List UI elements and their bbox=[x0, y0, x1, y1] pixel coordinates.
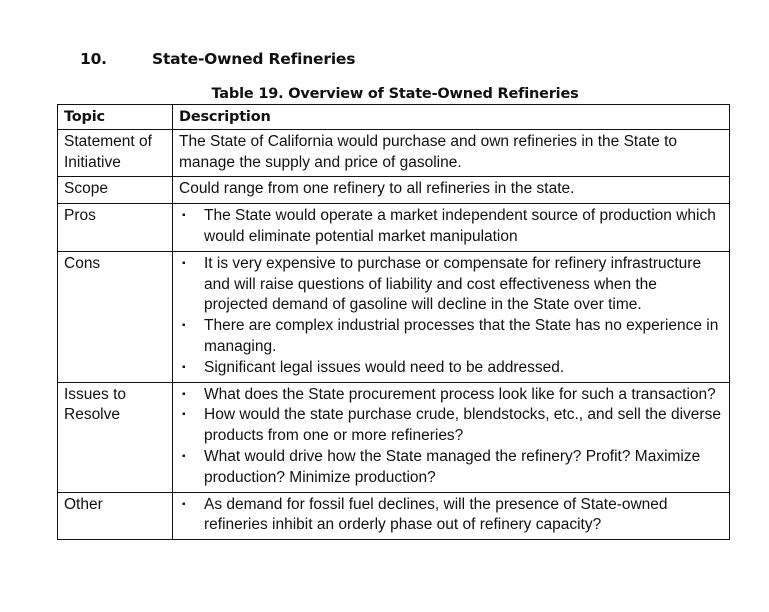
bullet-list bbox=[179, 206, 723, 248]
description-cell bbox=[173, 251, 730, 382]
topic-cell: Issues to Resolve bbox=[58, 382, 173, 492]
bullet-item bbox=[179, 206, 723, 248]
table-row-other bbox=[58, 492, 730, 540]
topic-cell: Cons bbox=[58, 251, 173, 382]
bullet-list bbox=[179, 495, 723, 537]
bullet-item bbox=[179, 405, 723, 447]
table-header-row bbox=[58, 105, 730, 130]
bullet-icon: ▪ bbox=[182, 257, 186, 269]
bullet-text: The State would operate a market independent source of production which would eliminate potential market manipulation bbox=[204, 207, 716, 245]
topic-cell: Other bbox=[58, 492, 173, 540]
description-cell: The State of California would purchase and own refineries in the State to manage the supply and price of gasoline. bbox=[173, 129, 730, 177]
bullet-text: How would the state purchase crude, blendstocks, etc., and sell the diverse products from one or more refineries? bbox=[204, 406, 721, 445]
topic-cell: Pros bbox=[58, 204, 173, 252]
bullet-list bbox=[179, 254, 723, 379]
section-title: State-Owned Refineries bbox=[152, 50, 356, 68]
description-cell bbox=[173, 492, 730, 540]
bullet-text: What would drive how the State managed the refinery? Profit? Maximize production? Minimize production? bbox=[204, 447, 701, 486]
description-cell: Could range from one refinery to all refineries in the state. bbox=[173, 177, 730, 204]
bullet-item bbox=[179, 358, 723, 379]
table-caption: Table 19. Overview of State-Owned Refineries bbox=[211, 86, 579, 102]
bullet-item bbox=[179, 316, 723, 358]
bullet-text: It is very expensive to purchase or compensate for refinery infrastructure and will raise questions of liability and cost effectiveness when the projected demand of gasoline will decline in the State over time. bbox=[204, 254, 702, 314]
table-row-cons bbox=[58, 251, 730, 382]
header-topic: Topic bbox=[58, 105, 173, 130]
header-description: Description bbox=[173, 105, 730, 130]
bullet-item bbox=[179, 447, 723, 489]
bullet-icon: ▪ bbox=[182, 409, 186, 421]
bullet-icon: ▪ bbox=[182, 388, 186, 400]
table-row-issues bbox=[58, 382, 730, 492]
table-row-scope bbox=[58, 177, 730, 204]
table-row-statement bbox=[58, 129, 730, 177]
bullet-text: Significant legal issues would need to be addressed. bbox=[204, 358, 565, 376]
bullet-item bbox=[179, 254, 723, 316]
topic-cell: Statement of Initiative bbox=[58, 129, 173, 177]
section-number: 10. bbox=[80, 50, 107, 68]
bullet-icon: ▪ bbox=[182, 498, 186, 510]
bullet-item bbox=[179, 495, 723, 537]
table-row-pros bbox=[58, 204, 730, 252]
refineries-overview-table bbox=[57, 104, 730, 540]
bullet-text: What does the State procurement process look like for such a transaction? bbox=[204, 385, 716, 403]
bullet-list bbox=[179, 385, 723, 489]
description-cell bbox=[173, 382, 730, 492]
bullet-icon: ▪ bbox=[182, 450, 186, 462]
topic-cell: Scope bbox=[58, 177, 173, 204]
bullet-text: There are complex industrial processes that the State has no experience in managing. bbox=[204, 317, 719, 355]
bullet-item bbox=[179, 385, 723, 406]
bullet-text: As demand for fossil fuel declines, will the presence of State-owned refineries inhibit an orderly phase out of refinery capacity? bbox=[204, 495, 668, 534]
description-cell bbox=[173, 204, 730, 252]
bullet-icon: ▪ bbox=[182, 210, 186, 222]
bullet-icon: ▪ bbox=[182, 320, 186, 332]
bullet-icon: ▪ bbox=[182, 361, 186, 373]
